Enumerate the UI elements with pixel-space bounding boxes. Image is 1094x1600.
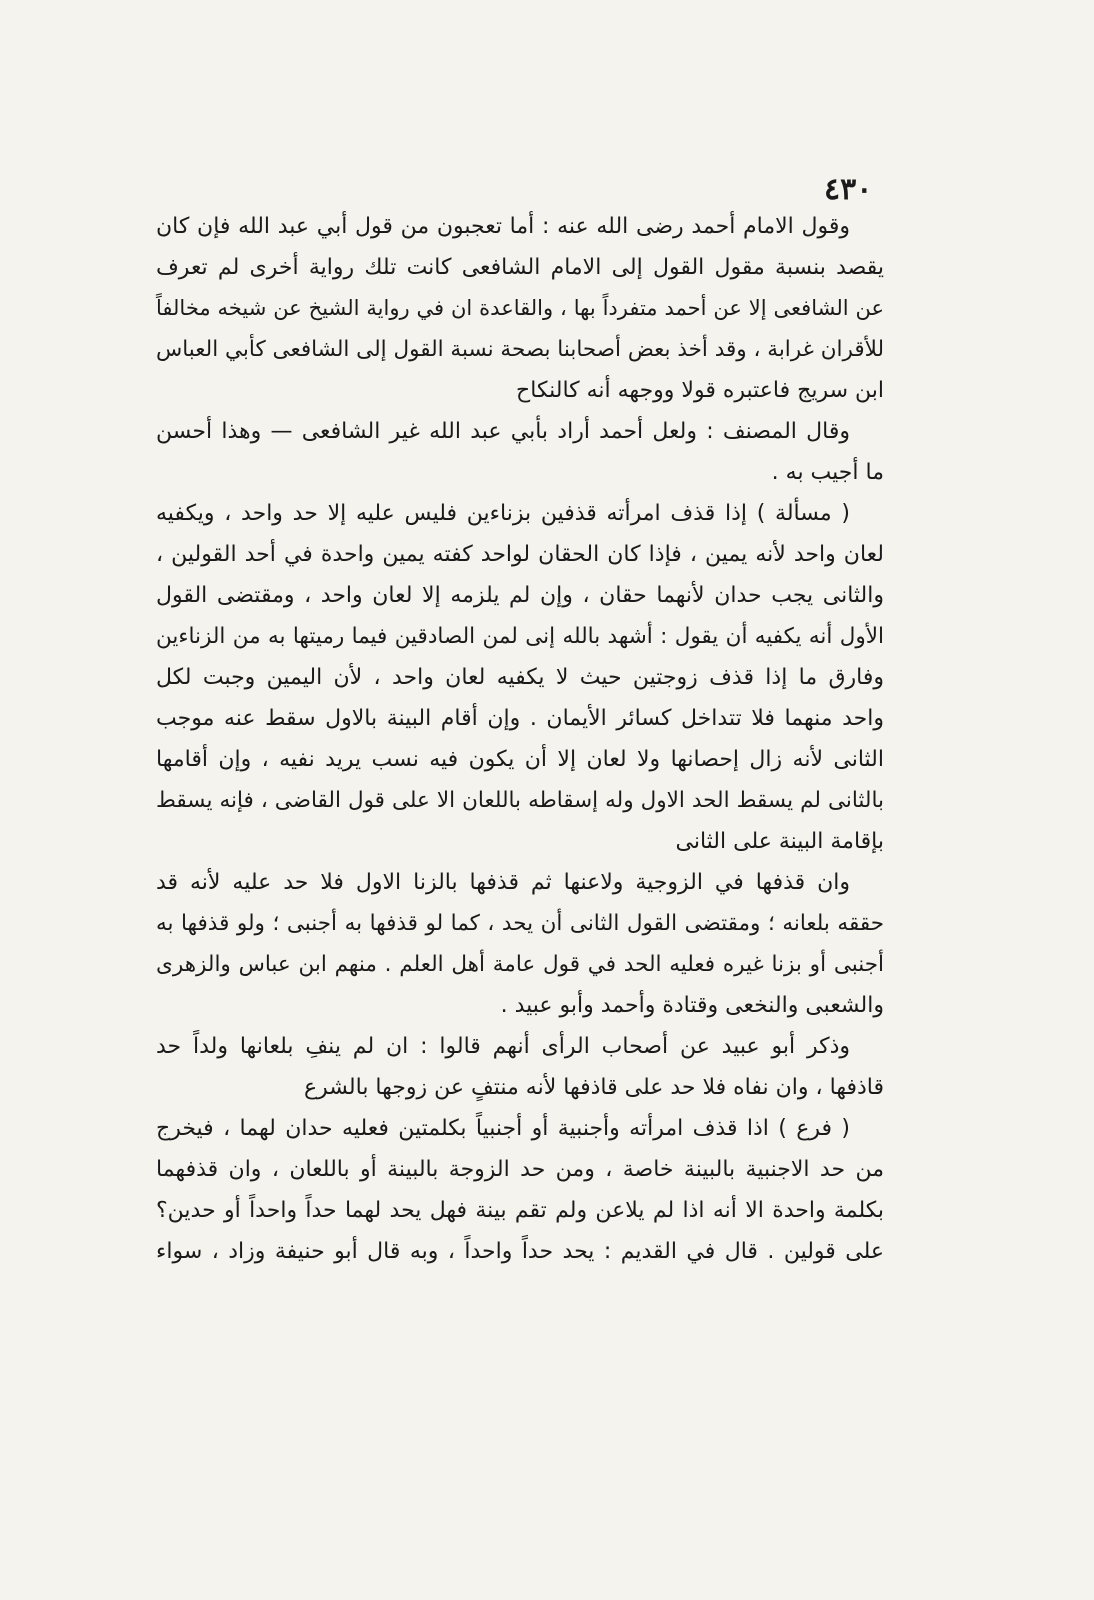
text-line: والشعبى والنخعى وقتادة وأحمد وأبو عبيد . [500, 993, 884, 1018]
text-line: وقول الامام أحمد رضى الله عنه : أما تعجبون من قول أبي عبد الله فإن كان [156, 214, 850, 239]
text-line: والثانى يجب حدان لأنهما حقان ، وإن لم يلزمه إلا لعان واحد ، ومقتضى القول [156, 583, 884, 608]
page-text [156, 206, 884, 1272]
text-line: ما أجيب به . [771, 460, 884, 485]
text-line: الثانى لأنه زال إحصانها ولا لعان إلا أن يكون فيه نسب يريد نفيه ، وإن أقامها [156, 747, 884, 772]
text-line: وفارق ما إذا قذف زوجتين حيث لا يكفيه لعان واحد ، لأن اليمين وجبت لكل [156, 665, 884, 690]
text-line: الأول أنه يكفيه أن يقول : أشهد بالله إنى لمن الصادقين فيما رميتها به من الزناءين [156, 624, 884, 649]
text-line: وذكر أبو عبيد عن أصحاب الرأى أنهم قالوا : ان لم ينفِ بلعانها ولداً حد [156, 1034, 850, 1059]
text-line: وان قذفها في الزوجية ولاعنها ثم قذفها بالزنا الاول فلا حد عليه لأنه قد [156, 870, 850, 895]
text-line: لعان واحد لأنه يمين ، فإذا كان الحقان لواحد كفته يمين واحدة في أحد القولين ، [156, 542, 884, 567]
text-line: بإقامة البينة على الثانى [675, 829, 884, 854]
text-line: على قولين . قال في القديم : يحد حداً واحداً ، وبه قال أبو حنيفة وزاد ، سواء [156, 1239, 884, 1264]
text-line: ( فرع ) اذا قذف امرأته وأجنبية أو أجنبياً بكلمتين فعليه حدان لهما ، فيخرج [156, 1116, 850, 1141]
text-line: ( مسألة ) إذا قذف امرأته قذفين بزناءين فليس عليه إلا حد واحد ، ويكفيه [156, 501, 850, 526]
text-line: للأقران غرابة ، وقد أخذ بعض أصحابنا بصحة نسبة القول إلى الشافعى كأبي العباس [155, 337, 884, 362]
text-line: واحد منهما فلا تتداخل كسائر الأيمان . وإن أقام البينة بالاول سقط عنه موجب [156, 706, 884, 731]
text-line: قاذفها ، وان نفاه فلا حد على قاذفها لأنه منتفٍ عن زوجها بالشرع [304, 1075, 884, 1100]
text-line: ابن سريج فاعتبره قولا ووجهه أنه كالنكاح [516, 378, 884, 403]
text-line: حققه بلعانه ؛ ومقتضى القول الثانى أن يحد ، كما لو قذفها به أجنبى ؛ ولو قذفها به [156, 911, 884, 936]
text-line: عن الشافعى إلا عن أحمد متفرداً بها ، والقاعدة ان في رواية الشيخ عن شيخه مخالفاً [156, 296, 884, 320]
page-number: ٤٣٠ [824, 172, 873, 207]
text-line: وقال المصنف : ولعل أحمد أراد بأبي عبد الله غير الشافعى — وهذا أحسن [156, 419, 850, 444]
text-line: بالثانى لم يسقط الحد الاول وله إسقاطه باللعان الا على قول القاضى ، فإنه يسقط [156, 788, 884, 813]
text-line: يقصد بنسبة مقول القول إلى الامام الشافعى كانت تلك رواية أخرى لم تعرف [156, 255, 884, 280]
text-line: أجنبى أو بزنا غيره فعليه الحد في قول عامة أهل العلم . منهم ابن عباس والزهرى [156, 952, 884, 977]
text-line: من حد الاجنبية بالبينة خاصة ، ومن حد الزوجة بالبينة أو باللعان ، وان قذفهما [156, 1157, 884, 1182]
text-line: بكلمة واحدة الا أنه اذا لم يلاعن ولم تقم بينة فهل يحد لهما حداً واحداً أو حدين؟ [156, 1198, 884, 1223]
